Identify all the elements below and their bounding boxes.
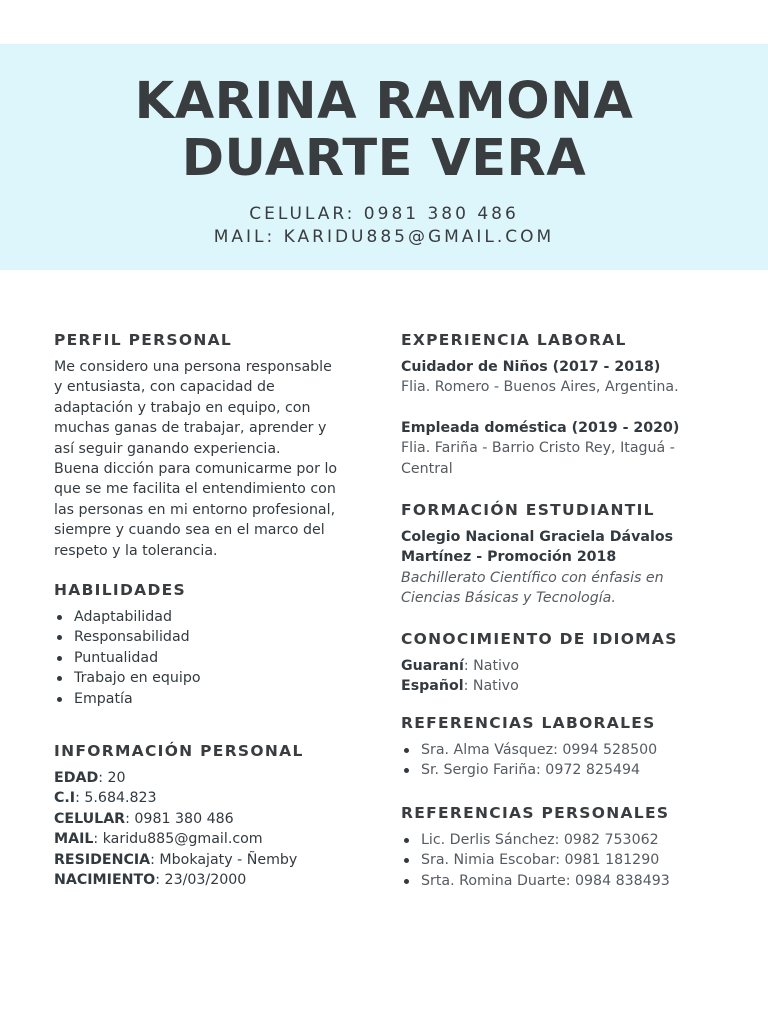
idiomas-rows <box>401 656 721 697</box>
info-value: : 5.684.823 <box>75 790 157 807</box>
info-value: : 0981 380 486 <box>125 810 234 827</box>
perfil-text <box>54 357 354 561</box>
formacion-heading: FORMACIÓN ESTUDIANTIL <box>401 501 655 519</box>
idiomas-section <box>401 629 721 697</box>
ref-laborales-list <box>401 740 721 781</box>
language-name: Español <box>401 678 464 695</box>
habilidades-section <box>54 580 354 709</box>
list-item: Sra. Alma Vásquez: 0994 528500 <box>401 740 721 760</box>
list-item: Puntualidad <box>54 648 354 668</box>
job-detail: Central <box>401 460 453 477</box>
school-name: Martínez - Promoción 2018 <box>401 549 617 566</box>
perfil-line: siempre y cuando sea en el marco del <box>54 522 325 539</box>
name-line-2: DUARTE VERA <box>181 129 587 188</box>
info-value: : karidu885@gmail.com <box>93 831 263 848</box>
language-row <box>401 676 721 696</box>
experiencia-heading: EXPERIENCIA LABORAL <box>401 331 627 349</box>
list-item: Sra. Nimia Escobar: 0981 181290 <box>401 850 721 870</box>
info-row <box>54 829 354 849</box>
perfil-line: respeto y la tolerancia. <box>54 542 218 559</box>
perfil-line: adaptación y trabajo en equipo, con <box>54 399 311 416</box>
job-title: Cuidador de Niños (2017 - 2018) <box>401 359 661 375</box>
header-phone: CELULAR: 0981 380 486 <box>249 204 519 224</box>
info-row <box>54 850 354 870</box>
list-item: Sr. Sergio Fariña: 0972 825494 <box>401 760 721 780</box>
list-item: Lic. Derlis Sánchez: 0982 753062 <box>401 830 721 850</box>
job-title: Empleada doméstica (2019 - 2020) <box>401 419 680 436</box>
perfil-line: las personas en mi entorno profesional, <box>54 501 336 518</box>
info-row <box>54 788 354 808</box>
idiomas-heading: CONOCIMIENTO DE IDIOMAS <box>401 630 678 648</box>
job-entry <box>401 357 721 398</box>
perfil-section <box>54 330 354 561</box>
degree: Bachillerato Científico con énfasis en <box>401 569 664 586</box>
info-section <box>54 741 354 890</box>
ref-personales-section <box>401 803 721 891</box>
perfil-line: que se me facilita el entendimiento con <box>54 481 336 498</box>
ref-laborales-section <box>401 713 721 781</box>
perfil-line: muchas ganas de trabajar, aprender y <box>54 420 327 437</box>
experiencia-section <box>401 330 721 479</box>
school-name: Colegio Nacional Graciela Dávalos <box>401 529 674 545</box>
info-label: NACIMIENTO <box>54 872 156 889</box>
info-label: C.I <box>54 790 76 807</box>
perfil-heading: PERFIL PERSONAL <box>54 331 233 349</box>
language-row <box>401 656 721 676</box>
info-label: EDAD <box>54 770 99 786</box>
degree: Ciencias Básicas y Tecnología. <box>401 590 616 607</box>
list-item: Trabajo en equipo <box>54 668 354 688</box>
language-level: : Nativo <box>463 678 519 695</box>
ref-personales-list <box>401 830 721 891</box>
perfil-line: y entusiasta, con capacidad de <box>54 379 275 396</box>
habilidades-heading: HABILIDADES <box>54 581 186 599</box>
habilidades-list <box>54 607 354 709</box>
info-label: MAIL <box>54 831 94 848</box>
ref-laborales-heading: REFERENCIAS LABORALES <box>401 714 656 732</box>
info-rows <box>54 768 354 890</box>
info-heading: INFORMACIÓN PERSONAL <box>54 742 304 760</box>
info-value: : Mbokajaty - Ñemby <box>150 851 298 868</box>
perfil-line: Buena dicción para comunicarme por lo <box>54 461 338 478</box>
info-row <box>54 768 354 788</box>
info-label: CELULAR <box>54 810 126 827</box>
formacion-entry <box>401 527 721 609</box>
job-detail: Flia. Romero - Buenos Aires, Argentina. <box>401 379 679 396</box>
info-row <box>54 870 354 890</box>
info-label: RESIDENCIA <box>54 851 151 868</box>
job-detail: Flia. Fariña - Barrio Cristo Rey, Itaguá - <box>401 440 675 457</box>
info-value: : 20 <box>98 770 126 786</box>
info-row <box>54 809 354 829</box>
list-item: Responsabilidad <box>54 627 354 647</box>
list-item: Srta. Romina Duarte: 0984 838493 <box>401 871 721 891</box>
list-item: Empatía <box>54 689 354 709</box>
job-entry <box>401 418 721 479</box>
perfil-line: Me considero una persona responsable <box>54 359 332 375</box>
name-line-1: KARINA RAMONA <box>134 72 634 131</box>
formacion-section <box>401 500 721 609</box>
language-level: : Nativo <box>463 658 520 674</box>
ref-personales-heading: REFERENCIAS PERSONALES <box>401 804 670 822</box>
perfil-line: así seguir ganando experiencia. <box>54 440 281 457</box>
info-value: : 23/03/2000 <box>155 872 247 889</box>
list-item: Adaptabilidad <box>54 607 354 627</box>
header-mail: MAIL: KARIDU885@GMAIL.COM <box>213 227 555 247</box>
language-name: Guaraní <box>401 658 464 674</box>
